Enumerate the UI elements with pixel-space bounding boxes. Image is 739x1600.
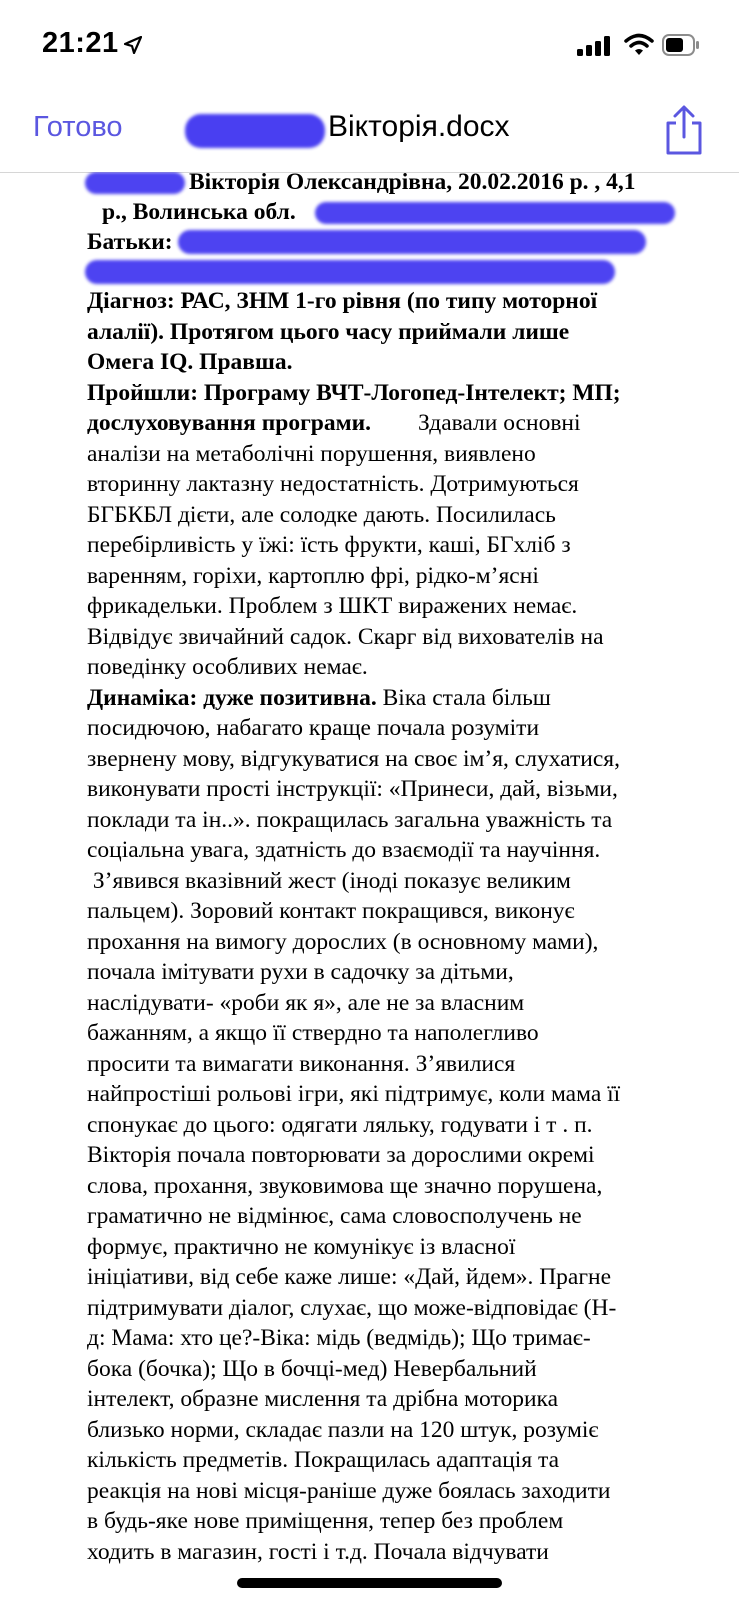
body-line: поведінку особливих немає. xyxy=(87,654,368,680)
body-line: перебірливість у їжі: їсть фрукти, каші, БГхліб з xyxy=(87,532,571,558)
redaction-block xyxy=(178,230,646,254)
dynamics-text-line: виконувати прості інструкції: «Принеси, дай, візьми, xyxy=(87,776,618,802)
dynamics-text-line: прохання на вимогу дорослих (в основному мами), xyxy=(87,928,599,955)
passed-programs-line: Пройшли: Програму ВЧТ-Логопед-Інтелект; МП; xyxy=(87,379,621,406)
dynamics-text-line: соціальна увага, здатність до взаємодії та научіння. xyxy=(87,837,601,863)
location-arrow-icon xyxy=(124,36,142,59)
done-button[interactable]: Готово xyxy=(33,111,123,143)
body-line: Відвідує звичайний садок. Скарг від вихователів на xyxy=(87,623,604,650)
dynamics-text-line: реакція на нові місця-раніше дуже боялась заходити xyxy=(87,1477,611,1504)
dynamics-text-line: слова, прохання, звуковимова ще значно порушена, xyxy=(87,1172,603,1199)
share-button[interactable] xyxy=(662,104,706,156)
passed-programs-rest: Здавали основні xyxy=(371,410,581,436)
dynamics-text-line: близько норми, складає пазли на 120 штук, розуміє xyxy=(87,1416,599,1443)
redaction-block xyxy=(85,260,615,284)
dynamics-text-line: д: Мама: хто це?-Віка: мідь (ведмідь); Що тримає- xyxy=(87,1325,591,1351)
cellular-signal-icon xyxy=(577,36,613,61)
dynamics-text-line: найпростіші рольові ігри, які підтримує, коли мама її xyxy=(87,1081,621,1107)
dynamics-rest: Віка стала більш xyxy=(376,684,551,711)
dynamics-text-line: граматично не відмінює, сама словосполучень не xyxy=(87,1203,582,1229)
diagnosis-line: Омега IQ. Правша. xyxy=(87,349,293,375)
passed-programs-line-2 xyxy=(87,408,581,439)
home-indicator[interactable] xyxy=(237,1578,502,1588)
dynamics-text-line: ініціативи, від себе каже лише: «Дай, йдем». Прагне xyxy=(87,1264,612,1290)
dynamics-text-line: З’явився вказівний жест (іноді показує великим xyxy=(87,867,571,894)
dynamics-text-line: спонукає до цього: одягати ляльку, годувати і т . п. xyxy=(87,1111,593,1138)
body-line: вторинну лактазну недостатність. Дотримуються xyxy=(87,471,579,497)
redaction-block xyxy=(315,202,675,224)
redaction-block xyxy=(85,172,185,194)
diagnosis-line: Діагноз: РАС, ЗНМ 1-го рівня (по типу моторної xyxy=(87,288,598,314)
dynamics-text-line: наслідувати- «роби як я», але не за власним xyxy=(87,989,525,1016)
body-line: БГБКБЛ дієти, але солодке дають. Посилилась xyxy=(87,501,556,528)
battery-icon xyxy=(662,33,700,62)
document-content[interactable] xyxy=(0,172,739,1600)
redaction-block xyxy=(185,114,325,148)
dynamics-text-line: бока (бочка); Що в бочці-мед) Невербальний xyxy=(87,1355,537,1382)
dynamics-text-line: бажанням, а якщо її ствердно та наполегливо xyxy=(87,1020,539,1046)
dynamics-text-line: інтелект, образне мислення та дрібна моторика xyxy=(87,1386,559,1412)
body-line: фрикадельки. Проблем з ШКТ виражених немає. xyxy=(87,593,578,619)
share-icon xyxy=(662,104,706,156)
body-line: варенням, горіхи, картоплю фрі, рідко-м’ясні xyxy=(87,562,539,589)
dynamics-text-line: ходить в магазин, гості і т.д. Почала відчувати xyxy=(87,1538,549,1565)
dynamics-text-line: просити та вимагати виконання. З’явилися xyxy=(87,1050,516,1077)
header-line-1: Вікторія Олександрівна, 20.02.2016 р. , 4,1 xyxy=(189,172,636,195)
dynamics-text-line: посидючою, набагато краще почала розуміти xyxy=(87,715,540,741)
document-nav-bar xyxy=(0,96,739,173)
document-title: Вікторія.docx xyxy=(328,110,510,143)
wifi-icon xyxy=(624,33,654,62)
header-line-2: р., Волинська обл. xyxy=(102,199,296,225)
parents-label: Батьки: xyxy=(87,229,173,255)
dynamics-text-line: в будь-яке нове приміщення, тепер без проблем xyxy=(87,1508,564,1534)
status-time: 21:21 xyxy=(42,27,119,59)
dynamics-text-line: підтримувати діалог, слухає, що може-відповідає (Н- xyxy=(87,1294,617,1321)
diagnosis-line: алалії). Протягом цього часу приймали лише xyxy=(87,318,570,345)
dynamics-text-line: пальцем). Зоровий контакт покращився, виконує xyxy=(87,898,575,924)
dynamics-text-line: поклади та ін..». покращилась загальна уважність та xyxy=(87,806,613,833)
dynamics-bold: Динаміка: дуже позитивна. xyxy=(87,684,377,711)
dynamics-text-line: кількість предметів. Покращилась адаптація та xyxy=(87,1447,559,1473)
dynamics-line xyxy=(87,683,551,714)
status-bar xyxy=(0,0,739,90)
passed-programs-bold: дослуховування програми. xyxy=(87,410,372,436)
dynamics-text-line: Вікторія почала повторювати за дорослими окремі xyxy=(87,1142,595,1168)
body-line: аналізи на метаболічні порушення, виявлено xyxy=(87,440,536,467)
dynamics-text-line: почала імітувати рухи в садочку за дітьми, xyxy=(87,959,514,985)
dynamics-text-line: звернену мову, відгукуватися на своє ім’я, слухатися, xyxy=(87,745,620,772)
dynamics-text-line: формує, практично не комунікує із власної xyxy=(87,1233,516,1260)
